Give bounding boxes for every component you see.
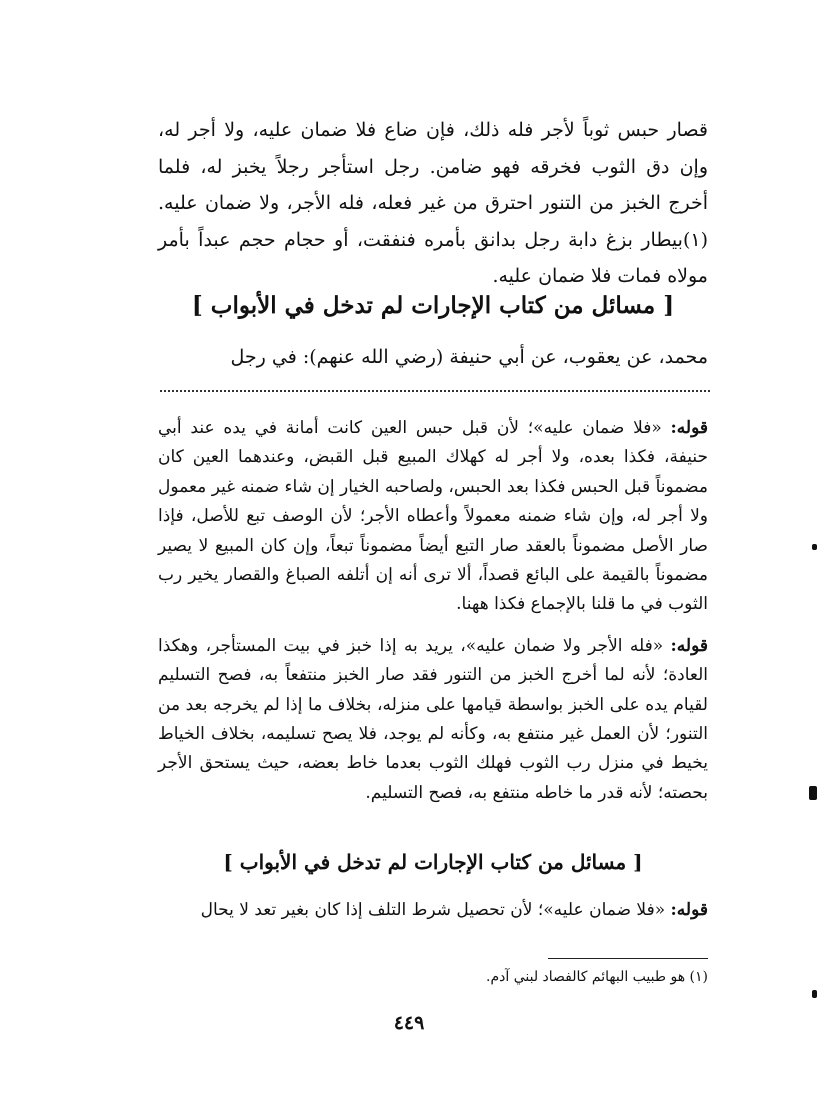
section-heading-repeat: [ مسائل من كتاب الإجارات لم تدخل في الأبواب ] bbox=[223, 850, 643, 874]
commentary-label: قوله: bbox=[670, 418, 708, 438]
intro-line: محمد، عن يعقوب، عن أبي حنيفة (رضي الله عنهم): في رجل bbox=[230, 346, 708, 368]
footnote-divider bbox=[548, 958, 708, 959]
commentary-paragraph bbox=[158, 632, 708, 808]
commentary-text: «فلا ضمان عليه»؛ لأن تحصيل شرط التلف إذا كان بغير تعد لا يحال bbox=[200, 900, 671, 920]
commentary-continuation bbox=[158, 895, 708, 925]
scan-artifact bbox=[812, 544, 817, 550]
section-heading: [ مسائل من كتاب الإجارات لم تدخل في الأبواب ] bbox=[191, 292, 675, 319]
main-text bbox=[158, 112, 708, 295]
dotted-separator bbox=[160, 390, 710, 392]
commentary-paragraph bbox=[158, 414, 708, 620]
page-number: ٤٤٩ bbox=[393, 1012, 425, 1034]
commentary-text: «فلا ضمان عليه»؛ لأن قبل حبس العين كانت أمانة في يده عند أبي حنيفة، فكذا بعده، ولا أجر له كهلاك المبيع قبل القبض، وعندهما العين كان مضموناً قبل الحبس فكذا بعد الحبس، ولصاحبه الخيار إن شاء ضمنه غير معمول ولا أجر له، وإن شاء ضمنه معمولاً وأعطاه الأجر؛ لأن الوصف تبع للأصل، فإذا صار الأصل مضموناً بالعقد صار التبع أيضاً مضموناً تبعاً، وإن كان المبيع لا يصير مضموناً بالقيمة على البائع قصداً، ألا ترى أنه إن أتلفه الصباغ والقصار يخير رب الثوب في ما قلنا بالإجماع فكذا ههنا. bbox=[158, 418, 708, 615]
commentary-text: «فله الأجر ولا ضمان عليه»، يريد به إذا خبز في بيت المستأجر، وهكذا العادة؛ لأنه لما أخرج الخبز من التنور فقد صار الخبز منتفعاً به، فصح التسليم لقيام يده على الخبز بواسطة قيامها على منزله، بخلاف ما إذا لم يخرجه بعد من التنور؛ لأن العمل غير منتفع به، وكأنه لم يوجد، فلا يصح تسليمه، بخلاف الخياط يخيط في منزل رب الثوب فهلك الثوب بعدما خاط بعضه، حيث يستحق الأجر بحصته؛ لأنه قدر ما خاطه منتفع به، فصح التسليم. bbox=[158, 635, 708, 803]
footnote: (١) هو طبيب البهائم كالفصاد لبني آدم. bbox=[486, 969, 708, 985]
commentary-label: قوله: bbox=[670, 900, 708, 920]
scan-artifact bbox=[809, 786, 817, 800]
main-paragraph: قصار حبس ثوباً لأجر فله ذلك، فإن ضاع فلا ضمان عليه، ولا أجر له، وإن دق الثوب فخرقه فهو ضامن. رجل استأجر رجلاً يخبز له، فلما أخرج الخبز من التنور احترق من غير فعله، فله الأجر، ولا ضمان عليه. (١)بيطار بزغ دابة رجل بدانق بأمره فنفقت، أو حجام حجم عبداً بأمر مولاه فمات فلا ضمان عليه. bbox=[158, 119, 708, 287]
commentary bbox=[158, 414, 708, 808]
commentary-label: قوله: bbox=[670, 635, 708, 656]
scan-artifact bbox=[812, 990, 817, 998]
